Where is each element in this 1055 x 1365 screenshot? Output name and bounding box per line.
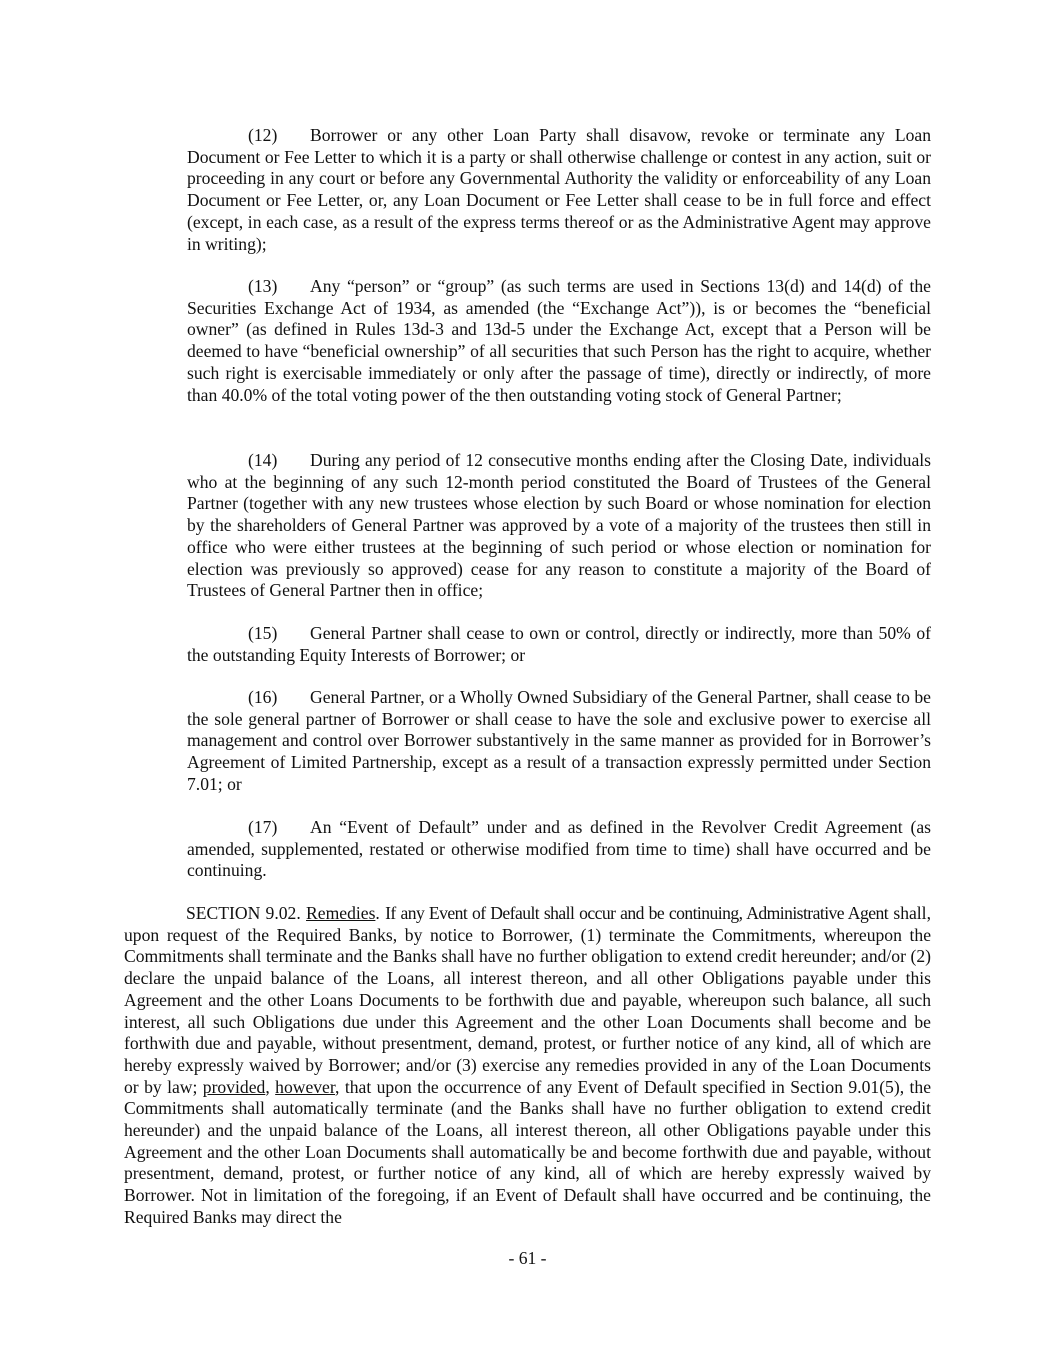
clause-number: (17) bbox=[248, 817, 278, 837]
however-term: however bbox=[275, 1076, 336, 1097]
clause-14 bbox=[187, 450, 931, 602]
section-heading: Remedies bbox=[306, 903, 376, 923]
clause-number: (13) bbox=[248, 276, 278, 296]
clause-16 bbox=[187, 687, 931, 796]
provided-comma: , bbox=[265, 1076, 270, 1097]
provided-term: provided bbox=[202, 1076, 266, 1097]
section-9-02-remedies bbox=[124, 903, 931, 1229]
section-intro: If any Event of Default shall occur and be continuing, Administrative Agent bbox=[385, 903, 889, 923]
clause-13 bbox=[187, 276, 931, 406]
clause-17 bbox=[187, 817, 931, 882]
section-label: SECTION 9.02. bbox=[186, 903, 301, 923]
clause-number: (14) bbox=[248, 450, 278, 470]
clause-12 bbox=[187, 125, 931, 255]
clause-number: (16) bbox=[248, 687, 278, 707]
section-body-part-2: , that upon the occurrence of any Event of Default specified in Section 9.01(5), the Commitments shall automatically terminate (and the Banks shall have no further obligation to extend credit hereunder) and the unpaid balance of the Loans, all interest thereon, all other Obligations payable under this Agreement and the other Loan Documents shall automatically be and become forthwith due and payable, without presentment, demand, protest, or further notice of any kind, all of which are hereby expressly waived by Borrower. Not in limitation of the foregoing, if an Event of Default shall have occurred and be continuing, the Required Banks may direct the bbox=[124, 1076, 932, 1227]
page-number: - 61 - bbox=[508, 1248, 547, 1268]
clause-text: Borrower or any other Loan Party shall disavow, revoke or terminate any Loan Document or Fee Letter to which it is a party or shall otherwise challenge or contest in any action, suit or proceeding in any court or before any Governmental Authority the validity or enforceability of any Loan Document or Fee Letter, or, any Loan Document or Fee Letter shall cease to be in full force and effect (except, in each case, as a result of the express terms thereof or as the Administrative Agent may approve in writing); bbox=[187, 125, 931, 254]
clause-text: General Partner shall cease to own or control, directly or indirectly, more than 50% of the outstanding Equity Interests of Borrower; or bbox=[187, 623, 931, 665]
clause-text: An “Event of Default” under and as defined in the Revolver Credit Agreement (as amended, supplemented, restated or otherwise modified from time to time) shall have occurred and be continuing. bbox=[187, 817, 931, 881]
clause-15 bbox=[187, 623, 931, 666]
clause-number: (12) bbox=[248, 125, 278, 145]
clause-text: General Partner, or a Wholly Owned Subsidiary of the General Partner, shall cease to be the sole general partner of Borrower or shall cease to have the sole and exclusive power to exercise all management and control over Borrower substantively in the same manner as provided for in Borrower’s Agreement of Limited Partnership, except as a result of a transaction expressly permitted under Section 7.01; or bbox=[187, 687, 931, 794]
clause-text: Any “person” or “group” (as such terms are used in Sections 13(d) and 14(d) of the Securities Exchange Act of 1934, as amended (the “Exchange Act”)), is or becomes the “beneficial owner” (as defined in Rules 13d-3 and 13d-5 under the Exchange Act, except that a Person will be deemed to have “beneficial ownership” of all securities that such Person has the right to acquire, whether such right is exercisable immediately or only after the passage of time), directly or indirectly, of more than 40.0% of the total voting power of the then outstanding voting stock of General Partner; bbox=[187, 276, 931, 405]
section-body-part-1: shall, upon request of the Required Banks, by notice to Borrower, (1) terminate the Commitments, whereupon the Commitments shall terminate and the Banks shall have no further obligation to extend credit hereunder; and/or (2) declare the unpaid balance of the Loans, all interest thereon, and all other Obligations payable under this Agreement and the other Loans Documents to be forthwith due and payable, whereupon such balance, all such interest, all such Obligations due under this Agreement and the other Loan Documents shall become and be forthwith due and payable, without presentment, demand, protest, or further notice of any kind, all of which are hereby expressly waived by Borrower; and/or (3) exercise any remedies provided in any of the Loan Documents or by law; bbox=[124, 903, 931, 1097]
clause-number: (15) bbox=[248, 623, 278, 643]
clause-text: During any period of 12 consecutive months ending after the Closing Date, individuals who at the beginning of any such 12-month period constituted the Board of Trustees of the General Partner (together with any new trustees whose election by such Board or whose nomination for election by the shareholders of General Partner was approved by a vote of a majority of the trustees then still in office who were either trustees at the beginning of such period or whose election or nomination for election was previously so approved) cease for any reason to constitute a majority of the Board of Trustees of General Partner then in office; bbox=[187, 450, 931, 601]
section-heading-period: . bbox=[375, 903, 380, 923]
